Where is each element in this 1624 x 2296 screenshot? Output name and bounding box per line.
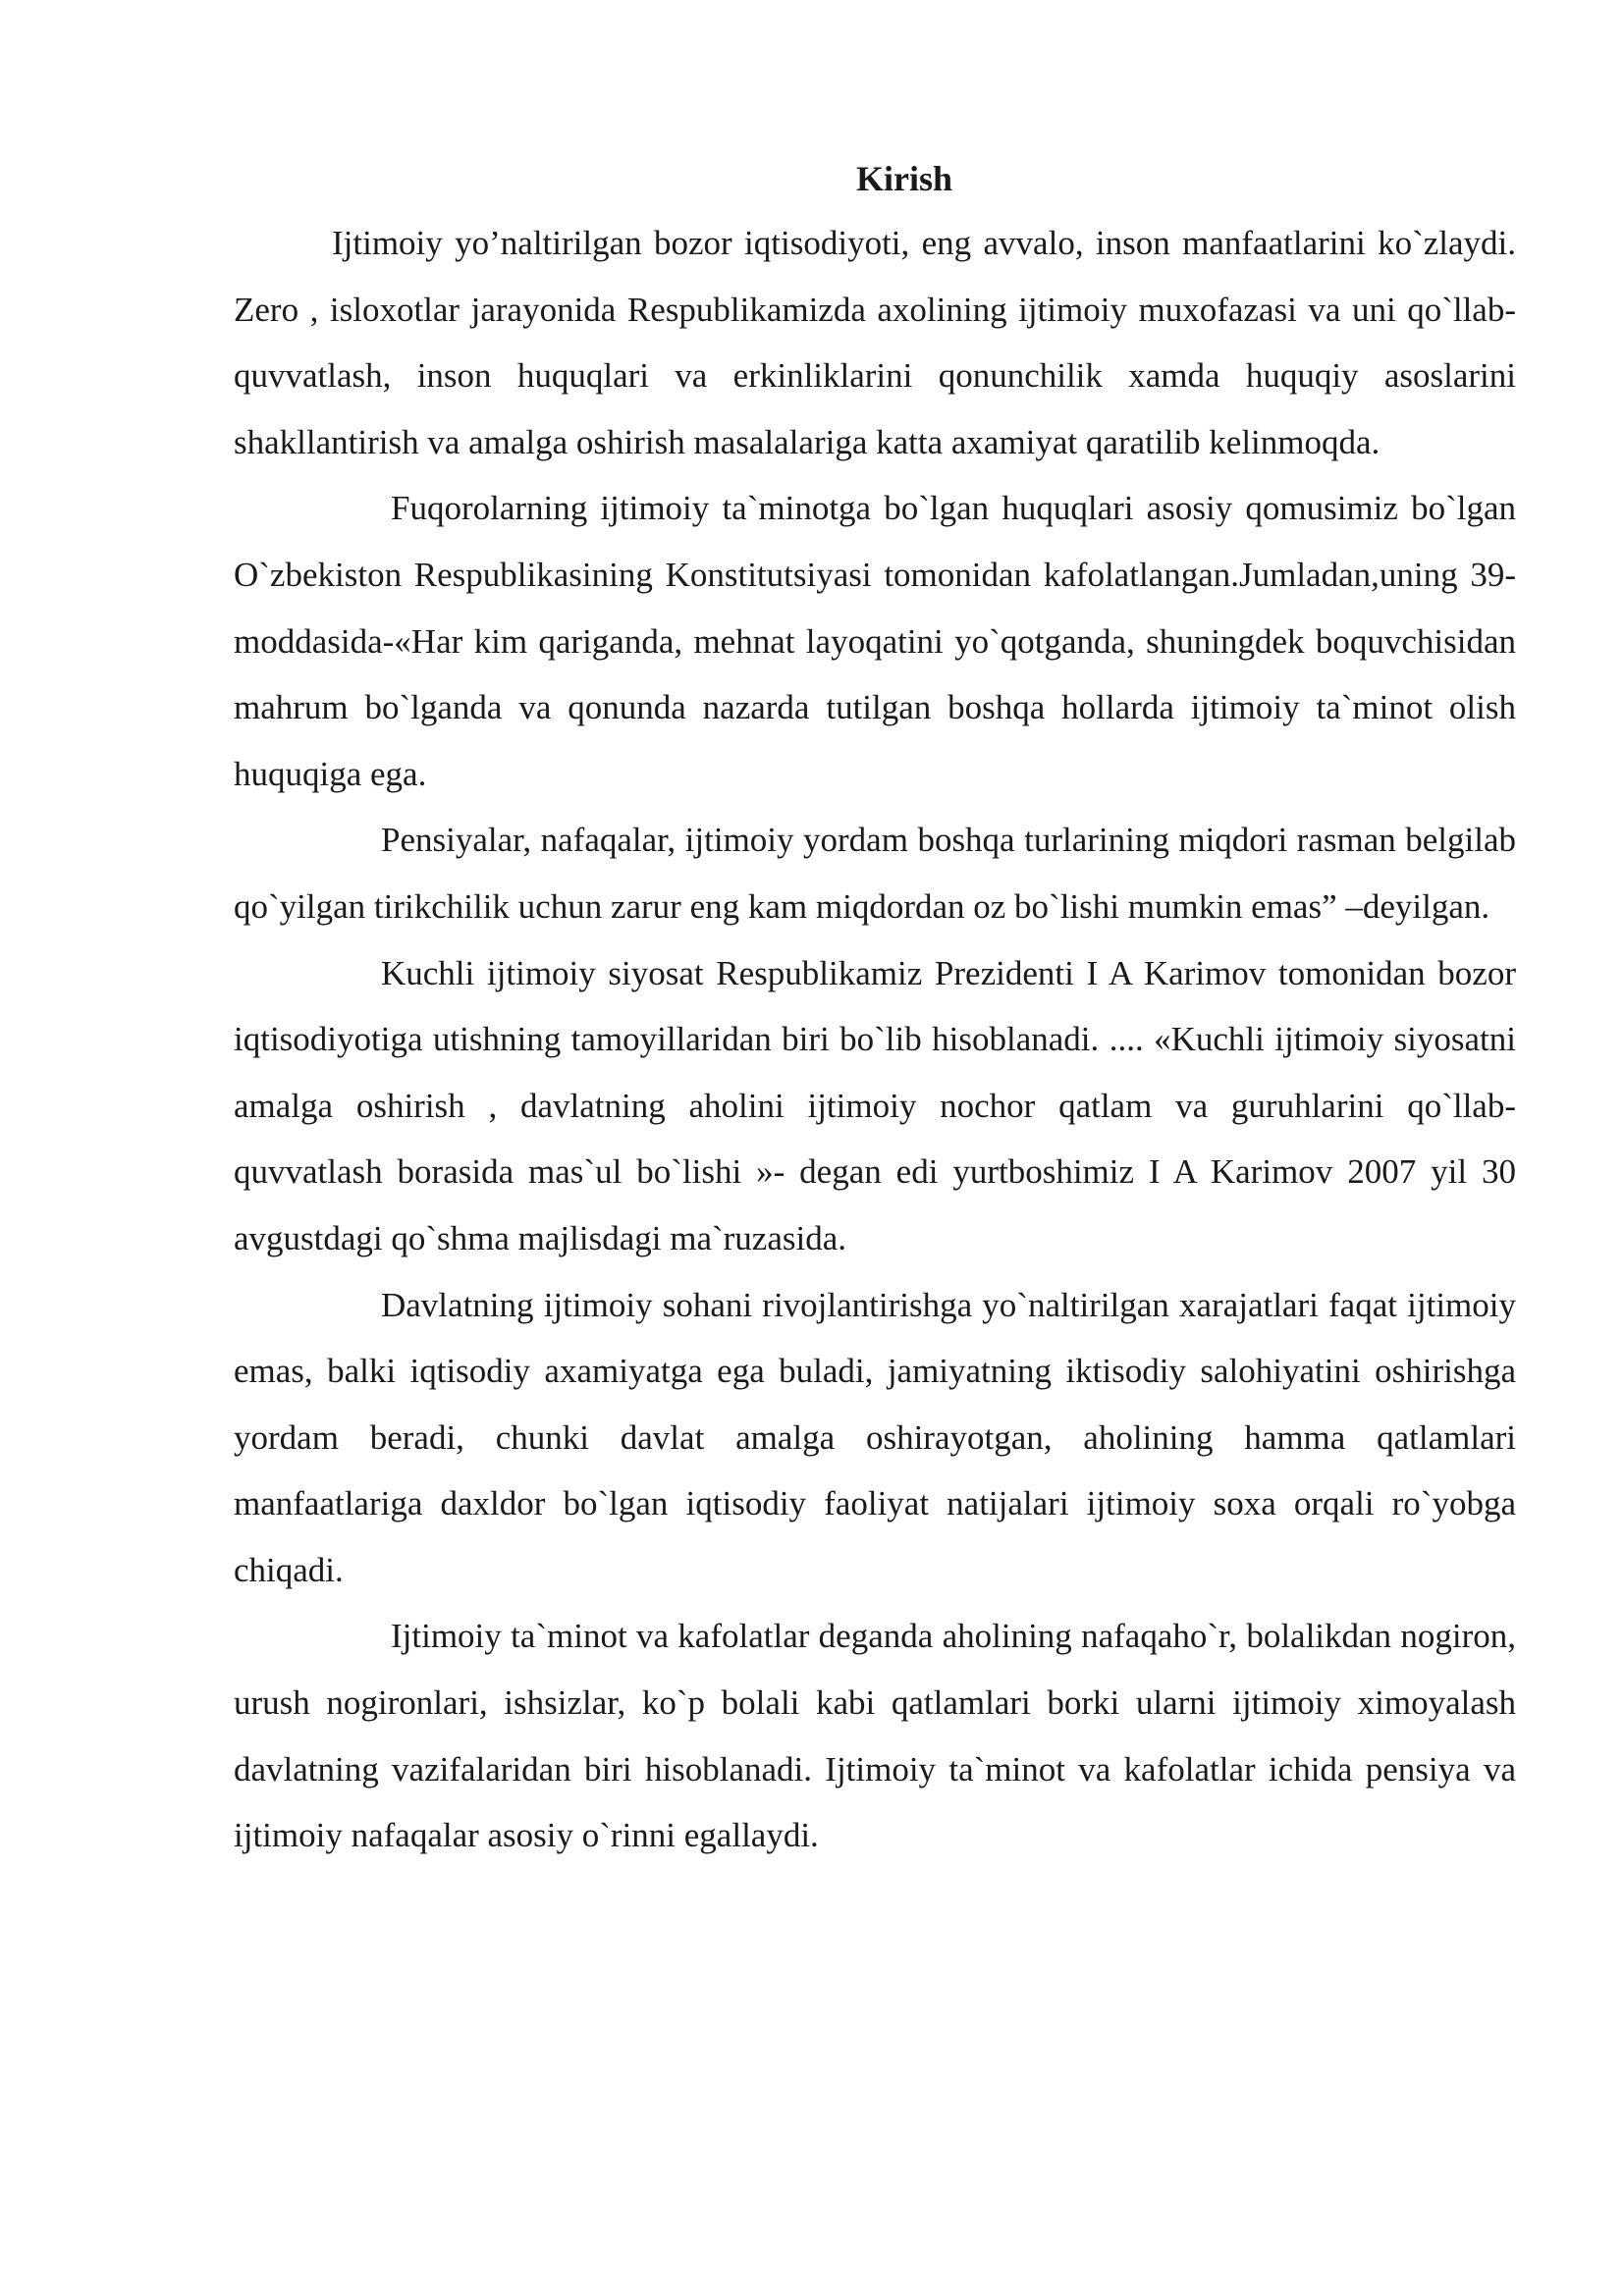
paragraph-4: Kuchli ijtimoiy siyosat Respublikamiz Prezidenti I A Karimov tomonidan bozor iqtisodiyotiga utishning tamoyillaridan biri bo`lib hisoblanadi. .... «Kuchli ijtimoiy siyosatni amalga oshirish , davlatning aholini ijtimoiy nochor qatlam va guruhlarini qo`llab-quvvatlash borasida mas`ul bo`lishi »- degan edi yurtboshimiz I A Karimov 2007 yil 30 avgustdagi qo`shma majlisdagi ma`ruzasida. — [234, 953, 1516, 1257]
document-body — [234, 147, 1516, 1869]
paragraph-6: Ijtimoiy ta`minot va kafolatlar deganda aholining nafaqaho`r, bolalikdan nogiron, urush nogironlari, ishsizlar, ko`p bolali kabi qatlamlari borki ularni ijtimoiy ximoyalash davlatning vazifalaridan biri hisoblanadi. Ijtimoiy ta`minot va kafolatlar ichida pensiya va ijtimoiy nafaqalar asosiy o`rinni egallaydi. — [234, 1617, 1516, 1855]
paragraph-5: Davlatning ijtimoiy sohani rivojlantirishga yo`naltirilgan xarajatlari faqat ijtimoiy emas, balki iqtisodiy axamiyatga ega buladi, jamiyatning iktisodiy salohiyatini oshirishga yordam beradi, chunki davlat amalga oshirayotgan, aholining hamma qatlamlari manfaatlariga daxldor bo`lgan iqtisodiy faoliyat natijalari ijtimoiy soxa orqali ro`yobga chiqadi. — [234, 1285, 1516, 1589]
paragraph-1: Ijtimoiy yo’naltirilgan bozor iqtisodiyoti, eng avvalo, inson manfaatlarini ko`zlaydi. Zero , isloxotlar jarayonida Respublikamizda axolining ijtimoiy muxofazasi va uni qo`llab- quvvatlash, inson huquqlari va erkinliklarini qonunchilik xamda huquqiy asoslarini shakllantirish va amalga oshirish masalalariga katta axamiyat qaratilib kelinmoqda. — [234, 224, 1516, 461]
document-heading: Kirish — [855, 159, 952, 198]
paragraph-3: Pensiyalar, nafaqalar, ijtimoiy yordam boshqa turlarining miqdori rasman belgilab qo`yilgan tirikchilik uchun zarur eng kam miqdordan oz bo`lishi mumkin emas” –deyilgan. — [234, 821, 1516, 926]
paragraph-2: Fuqorolarning ijtimoiy ta`minotga bo`lgan huquqlari asosiy qomusimiz bo`lgan O`zbekiston Respublikasining Konstitutsiyasi tomonidan kafolatlangan.Jumladan,uning 39-moddasida-«Har kim qariganda, mehnat layoqatini yo`qotganda, shuningdek boquvchisidan mahrum bo`lganda va qonunda nazarda tutilgan boshqa hollarda ijtimoiy ta`minot olish huquqiga ega. — [234, 489, 1516, 793]
